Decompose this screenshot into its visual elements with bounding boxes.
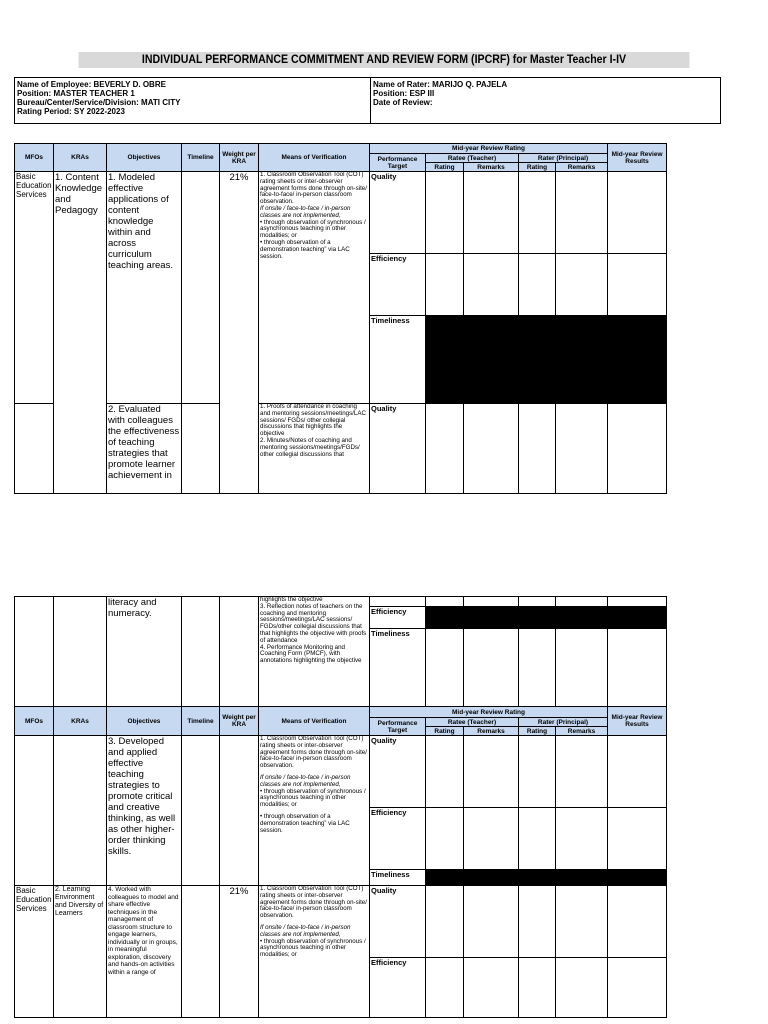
header-mov: Means of Verification [259, 707, 370, 736]
remarks-cell[interactable] [464, 172, 519, 254]
kra-cell: 1. Content Knowledge and Pedagogy [54, 172, 107, 494]
objective-cell: 2. Evaluated with colleagues the effectiveness of teaching strategies that promote learner achievement in [107, 404, 182, 494]
header-rating: Rating [519, 163, 556, 172]
header-timeline: Timeline [182, 144, 220, 172]
header-rater: Rater (Principal) [519, 154, 608, 163]
remarks-cell[interactable] [556, 629, 608, 707]
rater-position: Position: ESP III [373, 89, 435, 98]
header-weight: Weight per KRA [220, 144, 259, 172]
header-remarks: Remarks [464, 727, 519, 736]
header-objectives: Objectives [107, 707, 182, 736]
mfo-cell: Basic Education Services [15, 886, 54, 1018]
rater-info [373, 80, 507, 107]
rating-cell[interactable] [519, 886, 556, 958]
mov-text: If onsite / face-to-face / in-person classes are not implemented, [260, 773, 351, 788]
header-rating: Rating [426, 727, 464, 736]
remarks-cell[interactable] [464, 254, 519, 316]
header-rating: Rating [426, 163, 464, 172]
kra-cell [54, 597, 107, 707]
rating-cell[interactable] [426, 597, 464, 607]
rating-cell[interactable] [426, 958, 464, 1018]
header-midyear: Mid-year Review Rating [370, 707, 608, 718]
rating-cell[interactable] [426, 808, 464, 870]
blacked-out-cells [426, 870, 667, 886]
rating-cell[interactable] [519, 172, 556, 254]
mfo-cell [15, 736, 54, 886]
ipcrf-table-page1 [14, 143, 667, 494]
objective-cell: literacy and numeracy. [107, 597, 182, 707]
remarks-cell[interactable] [464, 958, 519, 1018]
rating-cell[interactable] [519, 404, 556, 494]
target-timeliness: Timeliness [370, 870, 426, 886]
rating-period: Rating Period: SY 2022-2023 [17, 107, 125, 116]
header-ratee: Ratee (Teacher) [426, 154, 519, 163]
results-cell[interactable] [608, 254, 667, 316]
ipcrf-table-page2 [14, 596, 667, 1018]
mov-cell [259, 736, 370, 886]
header-kras: KRAs [54, 707, 107, 736]
mov-text: If onsite / face-to-face / in-person classes are not implemented, [260, 204, 351, 219]
header-perf-target: Performance Target [370, 718, 426, 736]
results-cell[interactable] [608, 172, 667, 254]
rating-cell[interactable] [426, 404, 464, 494]
header-ratee: Ratee (Teacher) [426, 718, 519, 727]
mov-text: If onsite / face-to-face / in-person classes are not implemented, [260, 923, 351, 938]
target-quality: Quality [370, 172, 426, 254]
kra-cell [54, 736, 107, 886]
header-results: Mid-year Review Results [608, 144, 667, 172]
timeline-cell [182, 172, 220, 404]
remarks-cell[interactable] [556, 958, 608, 1018]
rating-cell[interactable] [519, 958, 556, 1018]
mov-cell [259, 404, 370, 494]
blacked-out-cells [426, 607, 667, 629]
timeline-cell [182, 404, 220, 494]
objective-cell: 4. Worked with colleagues to model and share effective techniques in the management of classroom structure to engage learners, individually or in groups, in meaningful exploration, discovery and hands-on activities within a range of [107, 886, 182, 1018]
remarks-cell[interactable] [464, 808, 519, 870]
remarks-cell[interactable] [556, 404, 608, 494]
mov-cell [259, 886, 370, 1018]
mov-text: 1. Proofs of attendance in coaching and mentoring sessions/meetings/LAC sessions/ FGDs/ other collegial discussions that highlights the objective [260, 403, 366, 438]
target-efficiency: Efficiency [370, 808, 426, 870]
remarks-cell[interactable] [464, 597, 519, 607]
header-remarks: Remarks [556, 727, 608, 736]
rating-cell[interactable] [519, 736, 556, 808]
mov-text: highlights the objective [260, 596, 323, 603]
remarks-cell[interactable] [556, 254, 608, 316]
remarks-cell[interactable] [464, 736, 519, 808]
employee-position: Position: MASTER TEACHER 1 [17, 89, 135, 98]
objective-cell: 3. Developed and applied effective teaching strategies to promote critical and creative thinking, as well as other higher-order thinking skills. [107, 736, 182, 886]
mov-text: 1. Classroom Observation Tool (COT) rating sheets or inter-observer agreement forms done through on-site/ face-to-face/ in-person classroom observation. [260, 885, 367, 920]
mfo-cell [15, 404, 54, 494]
objective-cell: 1. Modeled effective applications of content knowledge within and across curriculum teaching areas. [107, 172, 182, 404]
header-rating: Rating [519, 727, 556, 736]
remarks-cell[interactable] [556, 736, 608, 808]
timeline-cell [182, 736, 220, 886]
target-quality: Quality [370, 886, 426, 958]
mov-cell [259, 597, 370, 707]
results-cell[interactable] [608, 808, 667, 870]
review-date: Date of Review: [373, 98, 433, 107]
target-quality: Quality [370, 736, 426, 808]
timeline-cell [182, 597, 220, 707]
rating-cell[interactable] [519, 629, 556, 707]
header-kras: KRAs [54, 144, 107, 172]
header-mov: Means of Verification [259, 144, 370, 172]
rating-cell[interactable] [519, 254, 556, 316]
timeline-cell [182, 886, 220, 1018]
rating-cell[interactable] [426, 736, 464, 808]
employee-info [17, 80, 180, 116]
mov-text: 4. Performance Monitoring and Coaching Form (PMCF), with annotations highlighting the objective [260, 643, 362, 665]
header-timeline: Timeline [182, 707, 220, 736]
mov-text: 1. Classroom Observation Tool (COT) rating sheets or inter-observer agreement forms done through on-site/ face-to-face/ in-person classroom observation. [260, 735, 367, 770]
rating-cell[interactable] [426, 629, 464, 707]
header-weight: Weight per KRA [220, 707, 259, 736]
mov-text: • through observation of a demonstration teaching” via LAC session. [260, 238, 350, 260]
header-results: Mid-year Review Results [608, 707, 667, 736]
mov-text: 2. Minutes/Notes of coaching and mentoring sessions/meetings/FGDs/ other collegial discussions that [260, 436, 360, 458]
results-cell[interactable] [608, 404, 667, 494]
results-cell[interactable] [608, 597, 667, 607]
results-cell[interactable] [608, 958, 667, 1018]
remarks-cell[interactable] [556, 886, 608, 958]
remarks-cell[interactable] [464, 886, 519, 958]
mov-text: • through observation of synchronous / asynchronous teaching in other modalities; or [260, 218, 366, 240]
mov-text: • through observation of synchronous / asynchronous teaching in other modalities; or [260, 787, 366, 809]
header-midyear: Mid-year Review Rating [370, 144, 608, 154]
target-timeliness: Timeliness [370, 316, 426, 404]
weight-cell [220, 597, 259, 707]
rater-name: Name of Rater: MARIJO Q. PAJELA [373, 80, 508, 89]
target-efficiency: Efficiency [370, 254, 426, 316]
weight-cell: 21% [220, 886, 259, 1018]
remarks-cell[interactable] [556, 808, 608, 870]
target-timeliness: Timeliness [370, 629, 426, 707]
mov-text: 1. Classroom Observation Tool (COT) rating sheets or inter-observer agreement forms done through on-site/ face-to-face/ in-person classroom observation. [260, 171, 367, 206]
blacked-out-cells [426, 316, 667, 404]
header-remarks: Remarks [556, 163, 608, 172]
header-mfos: MFOs [15, 144, 54, 172]
mfo-cell: Basic Education Services [15, 172, 54, 404]
mov-text: • through observation of a demonstration teaching” via LAC session. [260, 812, 350, 834]
rating-cell[interactable] [426, 886, 464, 958]
weight-cell: 21% [220, 172, 259, 494]
rating-cell[interactable] [519, 808, 556, 870]
mov-text: 3. Reflection notes of teachers on the coaching and mentoring sessions/meetings/LAC sessions/ FGDs/other collegial discussions that that highlights the objective with proofs of attendance [260, 602, 367, 644]
rating-cell[interactable] [519, 597, 556, 607]
form-title: INDIVIDUAL PERFORMANCE COMMITMENT AND REVIEW FORM (IPCRF) for Master Teacher I-IV [79, 52, 690, 68]
mov-text: • through observation of synchronous / asynchronous teaching in other modalities; or [260, 937, 366, 959]
weight-cell [220, 736, 259, 886]
mov-cell [259, 172, 370, 404]
header-mfos: MFOs [15, 707, 54, 736]
remarks-cell[interactable] [464, 629, 519, 707]
results-cell[interactable] [608, 736, 667, 808]
target-efficiency: Efficiency [370, 607, 426, 629]
employee-name: Name of Employee: BEVERLY D. OBRE [17, 80, 166, 89]
header-perf-target: Performance Target [370, 154, 426, 172]
remarks-cell[interactable] [556, 172, 608, 254]
remarks-cell[interactable] [556, 597, 608, 607]
employee-info-box [14, 77, 721, 124]
target-cell [370, 597, 426, 607]
info-divider [370, 78, 371, 123]
header-remarks: Remarks [464, 163, 519, 172]
header-objectives: Objectives [107, 144, 182, 172]
target-quality: Quality [370, 404, 426, 494]
mfo-cell [15, 597, 54, 707]
target-efficiency: Efficiency [370, 958, 426, 1018]
employee-bureau: Bureau/Center/Service/Division: MATI CITY [17, 98, 181, 107]
remarks-cell[interactable] [464, 404, 519, 494]
results-cell[interactable] [608, 629, 667, 707]
rating-cell[interactable] [426, 254, 464, 316]
header-rater: Rater (Principal) [519, 718, 608, 727]
rating-cell[interactable] [426, 172, 464, 254]
results-cell[interactable] [608, 886, 667, 958]
kra-cell: 2. Learning Environment and Diversity of Learners [54, 886, 107, 1018]
